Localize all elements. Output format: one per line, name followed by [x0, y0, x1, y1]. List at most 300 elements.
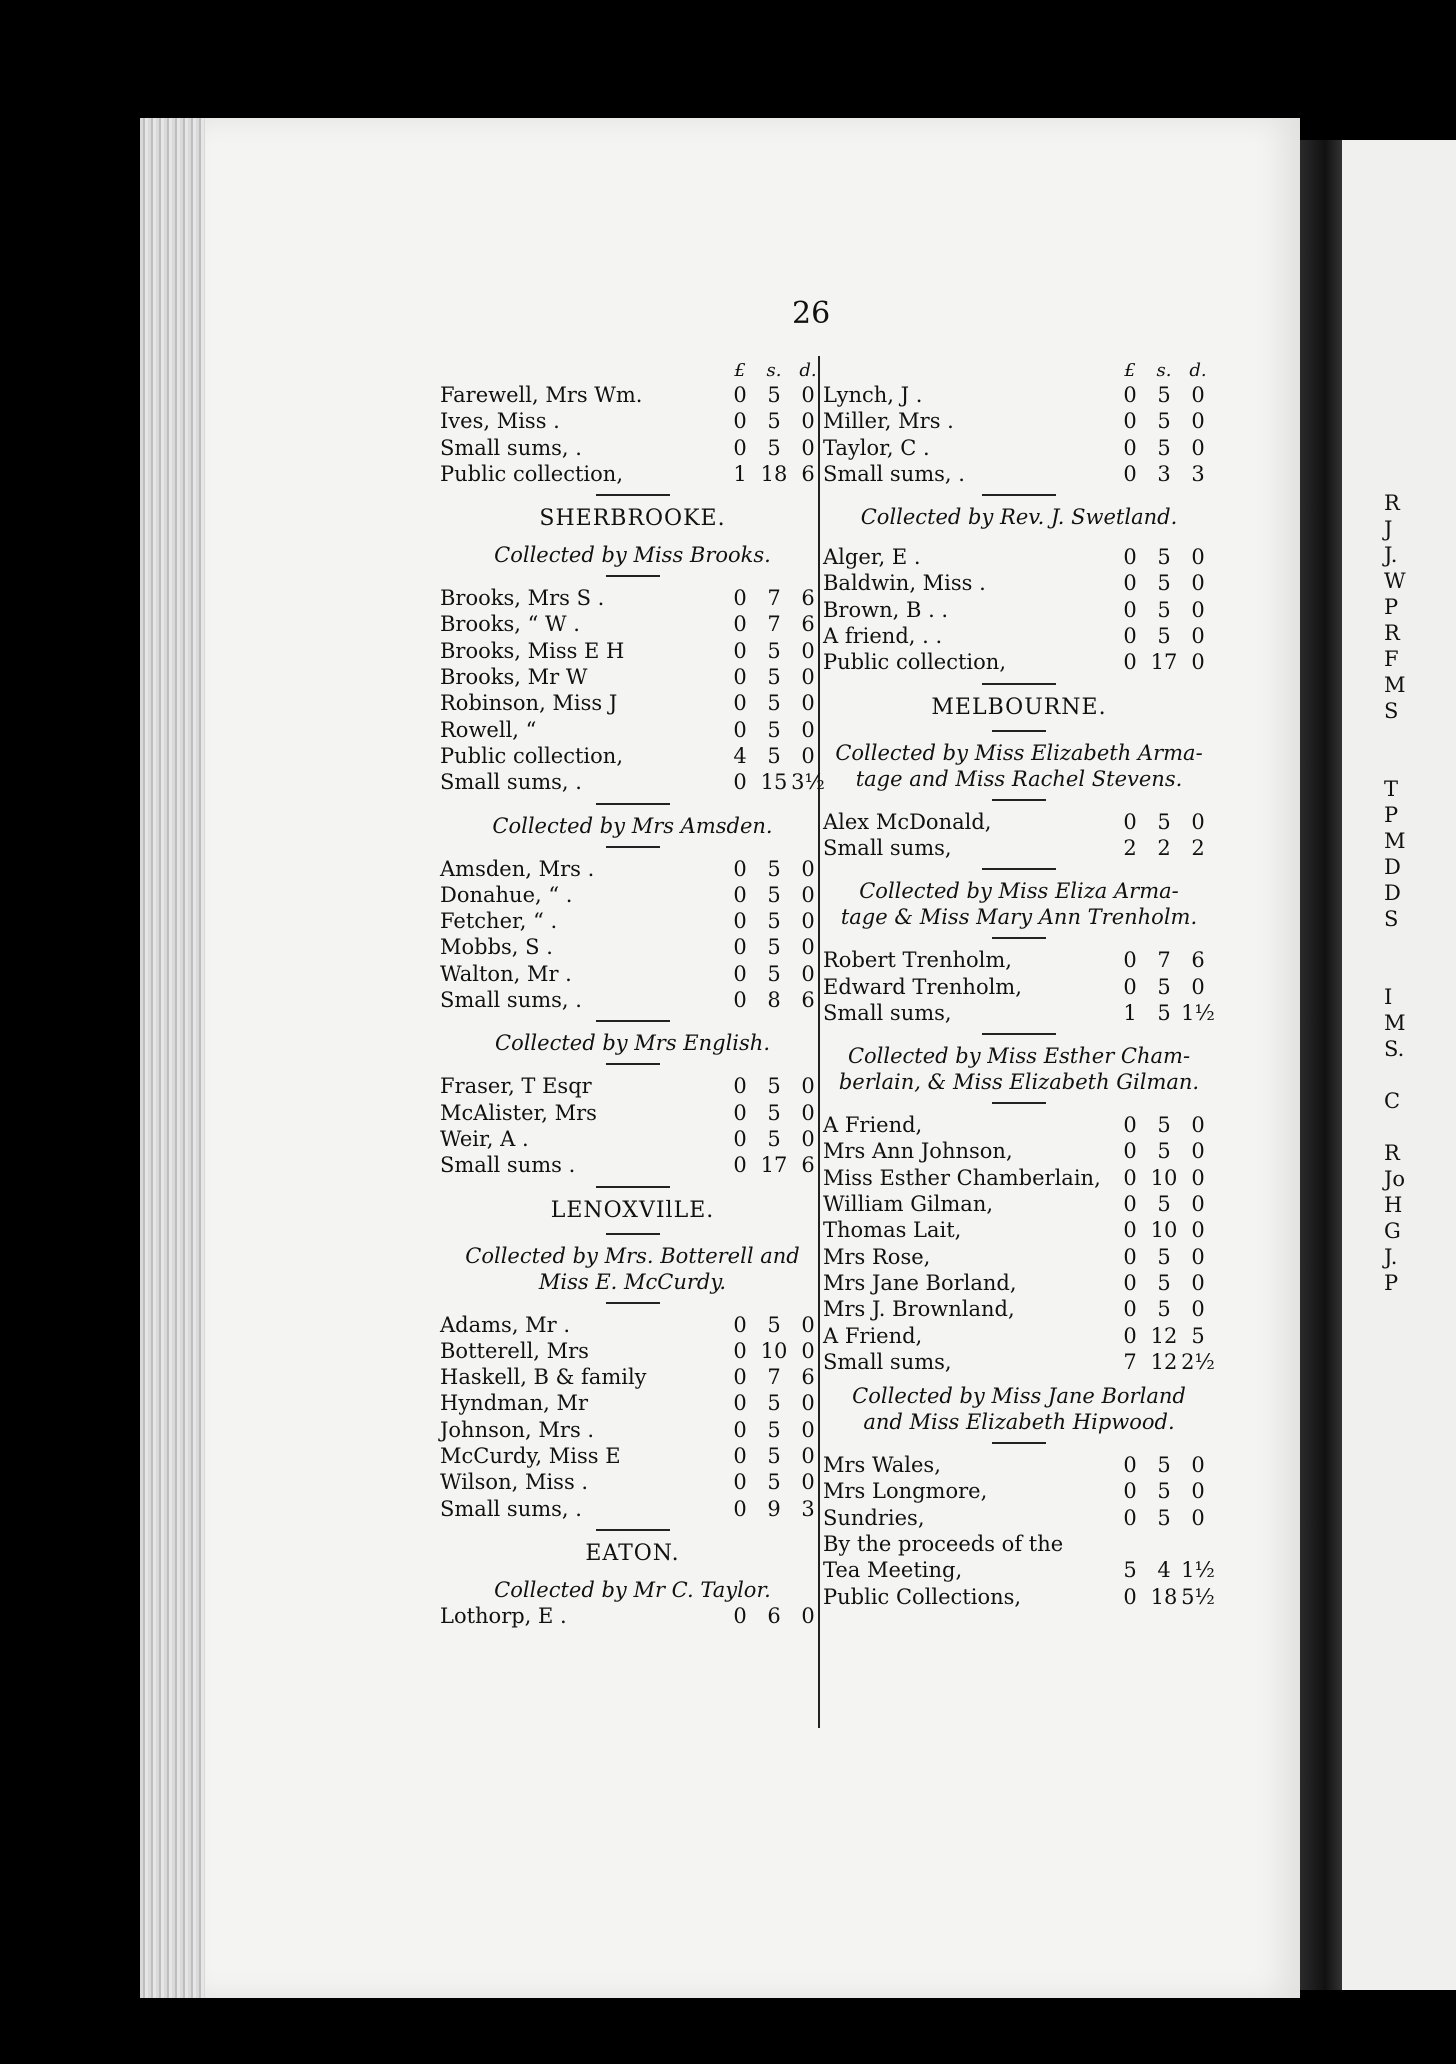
- currency-unit: s.: [1156, 360, 1172, 381]
- pounds-value: 0: [733, 856, 747, 881]
- shillings-value: 5: [767, 717, 781, 742]
- contribution-row: [823, 649, 1215, 675]
- shillings-value: 5: [767, 638, 781, 663]
- pounds-value: 0: [1123, 809, 1137, 834]
- contribution-row: [823, 1000, 1215, 1026]
- contributor-name: William Gilman,: [823, 1192, 994, 1217]
- collector-line: Collected by Miss Eliza Arma-: [859, 879, 1179, 904]
- pence-value: 0: [801, 691, 815, 716]
- shillings-value: 5: [767, 909, 781, 934]
- shillings-value: 5: [1157, 624, 1171, 649]
- collector-line: berlain, & Miss Elizabeth Gilman.: [838, 1070, 1200, 1095]
- shillings-value: 5: [1157, 809, 1171, 834]
- collector-line: Collected by Mrs. Botterell and: [465, 1243, 800, 1268]
- contributor-name: Brown, B . .: [823, 597, 949, 622]
- contributor-name: Small sums, .: [440, 770, 582, 795]
- pounds-value: 0: [1123, 409, 1137, 434]
- pence-value: 3½: [791, 770, 825, 795]
- next-page-letter: [1384, 750, 1454, 776]
- contribution-row: [440, 461, 825, 487]
- section-rule: [982, 494, 1056, 496]
- shillings-value: 5: [767, 1126, 781, 1151]
- contribution-row: [440, 934, 825, 960]
- contributor-name: Adams, Mr .: [440, 1312, 571, 1337]
- pence-value: 0: [1191, 1453, 1205, 1478]
- pence-value: 0: [801, 717, 815, 742]
- shillings-value: 5: [767, 935, 781, 960]
- pounds-value: 0: [733, 1444, 747, 1469]
- shillings-value: 5: [767, 435, 781, 460]
- pounds-value: 1: [733, 461, 747, 486]
- contributor-name: Brooks, Miss E H: [440, 638, 625, 663]
- pence-value: 0: [801, 638, 815, 663]
- pence-value: 0: [1191, 571, 1205, 596]
- next-page-letter: J.: [1384, 1245, 1398, 1269]
- pence-value: 0: [801, 1074, 815, 1099]
- contributor-name: Thomas Lait,: [823, 1218, 962, 1243]
- pounds-value: 0: [733, 770, 747, 795]
- contribution-row: [440, 1338, 825, 1364]
- next-page-letter: R: [1384, 1141, 1400, 1165]
- contribution-row: [440, 769, 825, 795]
- next-page-letter: M: [1384, 1011, 1406, 1035]
- shillings-value: 5: [1157, 1113, 1171, 1138]
- contribution-row: [440, 1390, 825, 1416]
- next-page-letter: M: [1384, 673, 1406, 697]
- section-rule: [596, 1529, 670, 1531]
- pence-value: 6: [801, 586, 815, 611]
- contributor-name: Mrs Longmore,: [823, 1479, 988, 1504]
- pence-value: 0: [801, 435, 815, 460]
- shillings-value: 17: [760, 1153, 788, 1178]
- shillings-value: 5: [1157, 545, 1171, 570]
- pounds-value: 0: [733, 665, 747, 690]
- contributor-name: Hyndman, Mr: [440, 1391, 588, 1416]
- contributor-name: Johnson, Mrs .: [440, 1417, 595, 1442]
- contributor-name: Robert Trenholm,: [823, 948, 1012, 973]
- pence-value: 0: [801, 383, 815, 407]
- contribution-row: [440, 1443, 825, 1469]
- pounds-value: 0: [733, 409, 747, 434]
- pence-value: 0: [801, 1391, 815, 1416]
- shillings-value: 12: [1150, 1323, 1178, 1348]
- contributor-name: Mobbs, S .: [440, 935, 553, 960]
- contribution-row: [823, 974, 1215, 1000]
- spacer: [440, 534, 825, 542]
- pence-value: 5½: [1181, 1584, 1215, 1609]
- contributor-name: A Friend,: [823, 1113, 923, 1138]
- section-rule: [596, 494, 670, 496]
- pence-value: 0: [801, 909, 815, 934]
- left-column: [440, 360, 825, 1629]
- shillings-value: 5: [767, 1312, 781, 1337]
- shillings-value: [1147, 1531, 1181, 1557]
- contributor-name: Small sums,: [823, 835, 952, 860]
- pounds-value: 0: [733, 882, 747, 907]
- contribution-row: [440, 856, 825, 882]
- shillings-value: 5: [1157, 1192, 1171, 1217]
- contribution-row: [440, 382, 825, 408]
- pence-value: 6: [801, 461, 815, 486]
- contribution-row: [440, 611, 825, 637]
- header-spacer: [823, 360, 1113, 382]
- pounds-value: 1: [1123, 1000, 1137, 1025]
- pence-value: 0: [1191, 974, 1205, 999]
- contribution-row: [440, 743, 825, 769]
- contribution-row: [440, 717, 825, 743]
- next-page-letter: P: [1384, 595, 1399, 619]
- pence-value: 0: [801, 743, 815, 768]
- contribution-row: [440, 638, 825, 664]
- collector-line: Collected by Miss Elizabeth Arma-: [835, 740, 1203, 765]
- contributor-name: Brooks, Mr W: [440, 665, 588, 690]
- next-page-letter: D: [1384, 881, 1401, 905]
- section-title: EATON.: [585, 1540, 680, 1566]
- contributor-name: Fraser, T Esqr: [440, 1074, 592, 1099]
- section-rule: [596, 1020, 670, 1022]
- section-title: LENOXVIlLE.: [550, 1197, 715, 1223]
- pounds-value: 0: [733, 435, 747, 460]
- pounds-value: 0: [733, 1312, 747, 1337]
- collector-line: Collected by Miss Jane Borland: [852, 1384, 1186, 1409]
- pence-value: 0: [1191, 809, 1205, 834]
- contribution-row: [823, 1191, 1215, 1217]
- contributor-name: Mrs Ann Johnson,: [823, 1139, 1013, 1164]
- contribution-row: [823, 1244, 1215, 1270]
- contribution-row: [823, 597, 1215, 623]
- pounds-value: 0: [733, 612, 747, 637]
- pence-value: 0: [801, 961, 815, 986]
- book-gutter: [1300, 140, 1342, 1990]
- contributor-name: Walton, Mr .: [440, 961, 572, 986]
- contribution-row: [823, 1584, 1215, 1610]
- contributor-name: Brooks, Mrs S .: [440, 586, 605, 611]
- contribution-row: [823, 570, 1215, 596]
- contribution-row: [823, 1112, 1215, 1138]
- pence-value: 0: [1191, 1218, 1205, 1243]
- pounds-value: 0: [733, 909, 747, 934]
- currency-unit: s.: [766, 360, 782, 381]
- next-page-letter: S: [1384, 699, 1399, 723]
- contributor-name: Mrs Jane Borland,: [823, 1270, 1017, 1295]
- next-page-letter: P: [1384, 803, 1399, 827]
- shillings-value: 5: [767, 1391, 781, 1416]
- next-page-letter: R: [1384, 621, 1400, 645]
- shillings-value: 5: [1157, 1244, 1171, 1269]
- next-page-letter: J: [1384, 517, 1393, 541]
- contributor-name: Sundries,: [823, 1505, 925, 1530]
- next-page-letter: [1384, 724, 1454, 750]
- shillings-value: 5: [1157, 1270, 1171, 1295]
- contribution-row: [440, 664, 825, 690]
- currency-unit: d.: [799, 360, 817, 381]
- collector-line: Collected by Miss Esther Cham-: [847, 1044, 1191, 1069]
- contribution-row: [440, 1312, 825, 1338]
- pounds-value: 0: [1123, 545, 1137, 570]
- pounds-value: 0: [733, 1391, 747, 1416]
- pence-value: 0: [1191, 409, 1205, 434]
- pence-value: 0: [1191, 1113, 1205, 1138]
- contributor-name: Lothorp, E .: [440, 1603, 567, 1628]
- shillings-value: 5: [1157, 974, 1171, 999]
- shillings-value: 5: [767, 1074, 781, 1099]
- pounds-value: 0: [1123, 1505, 1137, 1530]
- pence-value: 0: [801, 409, 815, 434]
- section-rule: [596, 803, 670, 805]
- shillings-value: 5: [767, 383, 781, 407]
- shillings-value: 2: [1157, 835, 1171, 860]
- contribution-row: [823, 435, 1215, 461]
- contribution-row: [440, 408, 825, 434]
- contribution-row: [440, 1364, 825, 1390]
- contribution-row: [440, 1417, 825, 1443]
- shillings-value: 5: [1157, 409, 1171, 434]
- contributor-name: Tea Meeting,: [823, 1558, 963, 1583]
- currency-unit: d.: [1189, 360, 1207, 381]
- pounds-value: 7: [1123, 1349, 1137, 1374]
- contributor-name: Small sums, .: [823, 461, 965, 486]
- pounds-value: 0: [733, 1338, 747, 1363]
- contribution-row: [440, 882, 825, 908]
- pence-value: 6: [801, 988, 815, 1013]
- contributor-name: Public collection,: [440, 461, 623, 486]
- shillings-value: 15: [760, 770, 788, 795]
- section-rule: [606, 846, 660, 848]
- pounds-value: 0: [1123, 1165, 1137, 1190]
- shillings-value: 5: [767, 1417, 781, 1442]
- shillings-value: 5: [767, 665, 781, 690]
- section-rule: [606, 575, 660, 577]
- pounds-value: 0: [733, 988, 747, 1013]
- pounds-value: 0: [733, 1153, 747, 1178]
- spacer: [440, 1569, 825, 1577]
- pence-value: 0: [1191, 597, 1205, 622]
- header-spacer: [440, 360, 723, 382]
- pence-value: 6: [801, 1365, 815, 1390]
- contributor-name: Ives, Miss .: [440, 409, 560, 434]
- section-rule: [982, 683, 1056, 685]
- contributor-name: Farewell, Mrs Wm.: [440, 383, 643, 407]
- spacer: [823, 1375, 1215, 1383]
- pounds-value: 0: [733, 1100, 747, 1125]
- pounds-value: 0: [733, 691, 747, 716]
- contributor-name: Fetcher, “ .: [440, 909, 558, 934]
- section-rule: [982, 1033, 1056, 1035]
- contributor-name: Small sums, .: [440, 435, 582, 460]
- shillings-value: 18: [1150, 1584, 1178, 1609]
- shillings-value: 5: [767, 856, 781, 881]
- shillings-value: 7: [767, 1365, 781, 1390]
- contributor-name: Miss Esther Chamberlain,: [823, 1165, 1101, 1190]
- contribution-row: [440, 1603, 825, 1629]
- pence-value: 0: [801, 1100, 815, 1125]
- pence-value: 0: [1191, 435, 1205, 460]
- shillings-value: 5: [1157, 1297, 1171, 1322]
- currency-header: [823, 360, 1215, 382]
- shillings-value: 7: [1157, 948, 1171, 973]
- pounds-value: 0: [733, 1365, 747, 1390]
- contributor-name: Mrs Wales,: [823, 1453, 941, 1478]
- contributor-name: Amsden, Mrs .: [440, 856, 595, 881]
- pounds-value: 0: [733, 1074, 747, 1099]
- collector-line: Miss E. McCurdy.: [538, 1269, 727, 1294]
- contribution-row: [823, 1323, 1215, 1349]
- next-page-letter: P: [1384, 1271, 1399, 1295]
- pounds-value: 0: [1123, 461, 1137, 486]
- currency-unit: £: [734, 360, 746, 381]
- contribution-row: [823, 1138, 1215, 1164]
- next-page-letter: [1384, 958, 1454, 984]
- collector-line: Collected by Mrs Amsden.: [492, 813, 773, 838]
- section-rule: [992, 1102, 1046, 1104]
- pounds-value: 0: [1123, 974, 1137, 999]
- contribution-row: [440, 961, 825, 987]
- contribution-row: [823, 1349, 1215, 1375]
- pounds-value: 0: [733, 1496, 747, 1521]
- shillings-value: 5: [1157, 1505, 1171, 1530]
- section-title: SHERBROOKE.: [539, 506, 726, 532]
- next-page-letter: S.: [1384, 1037, 1405, 1061]
- contribution-row: [823, 408, 1215, 434]
- pence-value: 0: [1191, 624, 1205, 649]
- shillings-value: 5: [767, 743, 781, 768]
- shillings-value: 10: [760, 1338, 788, 1363]
- collector-line: Collected by Mrs English.: [495, 1031, 770, 1056]
- section-rule: [606, 1233, 660, 1235]
- shillings-value: 5: [1157, 1139, 1171, 1164]
- shillings-value: 5: [767, 961, 781, 986]
- pounds-value: 0: [1123, 1218, 1137, 1243]
- shillings-value: 17: [1150, 650, 1178, 675]
- next-page-letter: Jo: [1384, 1167, 1406, 1191]
- shillings-value: 4: [1157, 1558, 1171, 1583]
- pence-value: 1½: [1181, 1558, 1215, 1583]
- contribution-row: [823, 1531, 1215, 1557]
- contributor-name: Small sums, .: [440, 1496, 582, 1521]
- next-page-letter: S: [1384, 907, 1399, 931]
- contribution-row: [440, 1152, 825, 1178]
- collector-line: and Miss Elizabeth Hipwood.: [863, 1410, 1175, 1435]
- contributor-name: A friend, . .: [823, 624, 943, 649]
- shillings-value: 5: [767, 1470, 781, 1495]
- contribution-row: [440, 585, 825, 611]
- contribution-row: [440, 1496, 825, 1522]
- next-page-letter: [1384, 1114, 1454, 1140]
- section-rule: [992, 1442, 1046, 1444]
- contributor-name: Baldwin, Miss .: [823, 571, 986, 596]
- section-rule: [982, 868, 1056, 870]
- shillings-value: 5: [767, 882, 781, 907]
- contribution-row: [823, 835, 1215, 861]
- contributor-name: Edward Trenholm,: [823, 974, 1022, 999]
- section-rule: [992, 937, 1046, 939]
- shillings-value: 3: [1157, 461, 1171, 486]
- section-rule: [992, 730, 1046, 732]
- contributor-name: Lynch, J .: [823, 383, 923, 407]
- shillings-value: 7: [767, 586, 781, 611]
- contributor-name: Alex McDonald,: [823, 809, 992, 834]
- contribution-row: [823, 1452, 1215, 1478]
- next-page-letter: I: [1384, 985, 1393, 1009]
- shillings-value: 8: [767, 988, 781, 1013]
- contributor-name: Robinson, Miss J: [440, 691, 618, 716]
- contributor-name: Haskell, B & family: [440, 1365, 647, 1390]
- shillings-value: 6: [767, 1603, 781, 1628]
- contribution-row: [823, 1478, 1215, 1504]
- shillings-value: 7: [767, 612, 781, 637]
- shillings-value: 5: [767, 409, 781, 434]
- contribution-row: [823, 1505, 1215, 1531]
- contribution-row: [440, 1100, 825, 1126]
- shillings-value: 10: [1150, 1165, 1178, 1190]
- shillings-value: 5: [1157, 1479, 1171, 1504]
- spacer: [823, 530, 1215, 544]
- next-page-letter: W: [1384, 569, 1406, 593]
- shillings-value: 5: [1157, 597, 1171, 622]
- pounds-value: 0: [733, 383, 747, 407]
- shillings-value: 5: [767, 1444, 781, 1469]
- next-page-letter: D: [1384, 855, 1401, 879]
- pounds-value: 0: [733, 717, 747, 742]
- shillings-value: 5: [1157, 571, 1171, 596]
- shillings-value: 5: [767, 1100, 781, 1125]
- contributor-name: Taylor, C .: [823, 435, 930, 460]
- contribution-row: [440, 435, 825, 461]
- next-page-letter: R: [1384, 491, 1400, 515]
- shillings-value: 18: [760, 461, 788, 486]
- pounds-value: 0: [733, 935, 747, 960]
- contribution-row: [440, 690, 825, 716]
- contribution-row: [823, 623, 1215, 649]
- contribution-row: [823, 809, 1215, 835]
- contributor-name: McCurdy, Miss E: [440, 1444, 621, 1469]
- pounds-value: 0: [1123, 948, 1137, 973]
- currency-header: [440, 360, 825, 382]
- next-page-letter: C: [1384, 1089, 1401, 1113]
- pounds-value: 0: [1123, 1139, 1137, 1164]
- pence-value: 0: [1191, 1244, 1205, 1269]
- contribution-row: [440, 1126, 825, 1152]
- contributor-name: Rowell, “: [440, 717, 537, 742]
- section-rule: [992, 799, 1046, 801]
- pounds-value: 0: [1123, 435, 1137, 460]
- pounds-value: 0: [1123, 1270, 1137, 1295]
- pence-value: 0: [801, 882, 815, 907]
- pence-value: [1181, 1531, 1215, 1557]
- pence-value: 0: [1191, 1505, 1205, 1530]
- pence-value: 0: [801, 1444, 815, 1469]
- pence-value: 0: [1191, 1270, 1205, 1295]
- contribution-row: [823, 1296, 1215, 1322]
- collector-line: tage and Miss Rachel Stevens.: [855, 766, 1183, 791]
- pence-value: 0: [801, 1603, 815, 1628]
- section-title: MELBOURNE.: [931, 694, 1107, 720]
- pounds-value: 0: [733, 1470, 747, 1495]
- shillings-value: 12: [1150, 1349, 1178, 1374]
- pence-value: 3: [801, 1496, 815, 1521]
- collector-line: Collected by Mr C. Taylor.: [494, 1577, 771, 1602]
- contribution-row: [823, 1270, 1215, 1296]
- contributor-name: By the proceeds of the: [823, 1532, 1064, 1557]
- next-page-letter: G: [1384, 1219, 1401, 1243]
- contribution-row: [823, 1217, 1215, 1243]
- shillings-value: 5: [1157, 435, 1171, 460]
- collector-line: tage & Miss Mary Ann Trenholm.: [840, 905, 1198, 930]
- pence-value: 0: [1191, 1139, 1205, 1164]
- shillings-value: 5: [1157, 383, 1171, 407]
- pounds-value: 0: [1123, 624, 1137, 649]
- contribution-row: [823, 544, 1215, 570]
